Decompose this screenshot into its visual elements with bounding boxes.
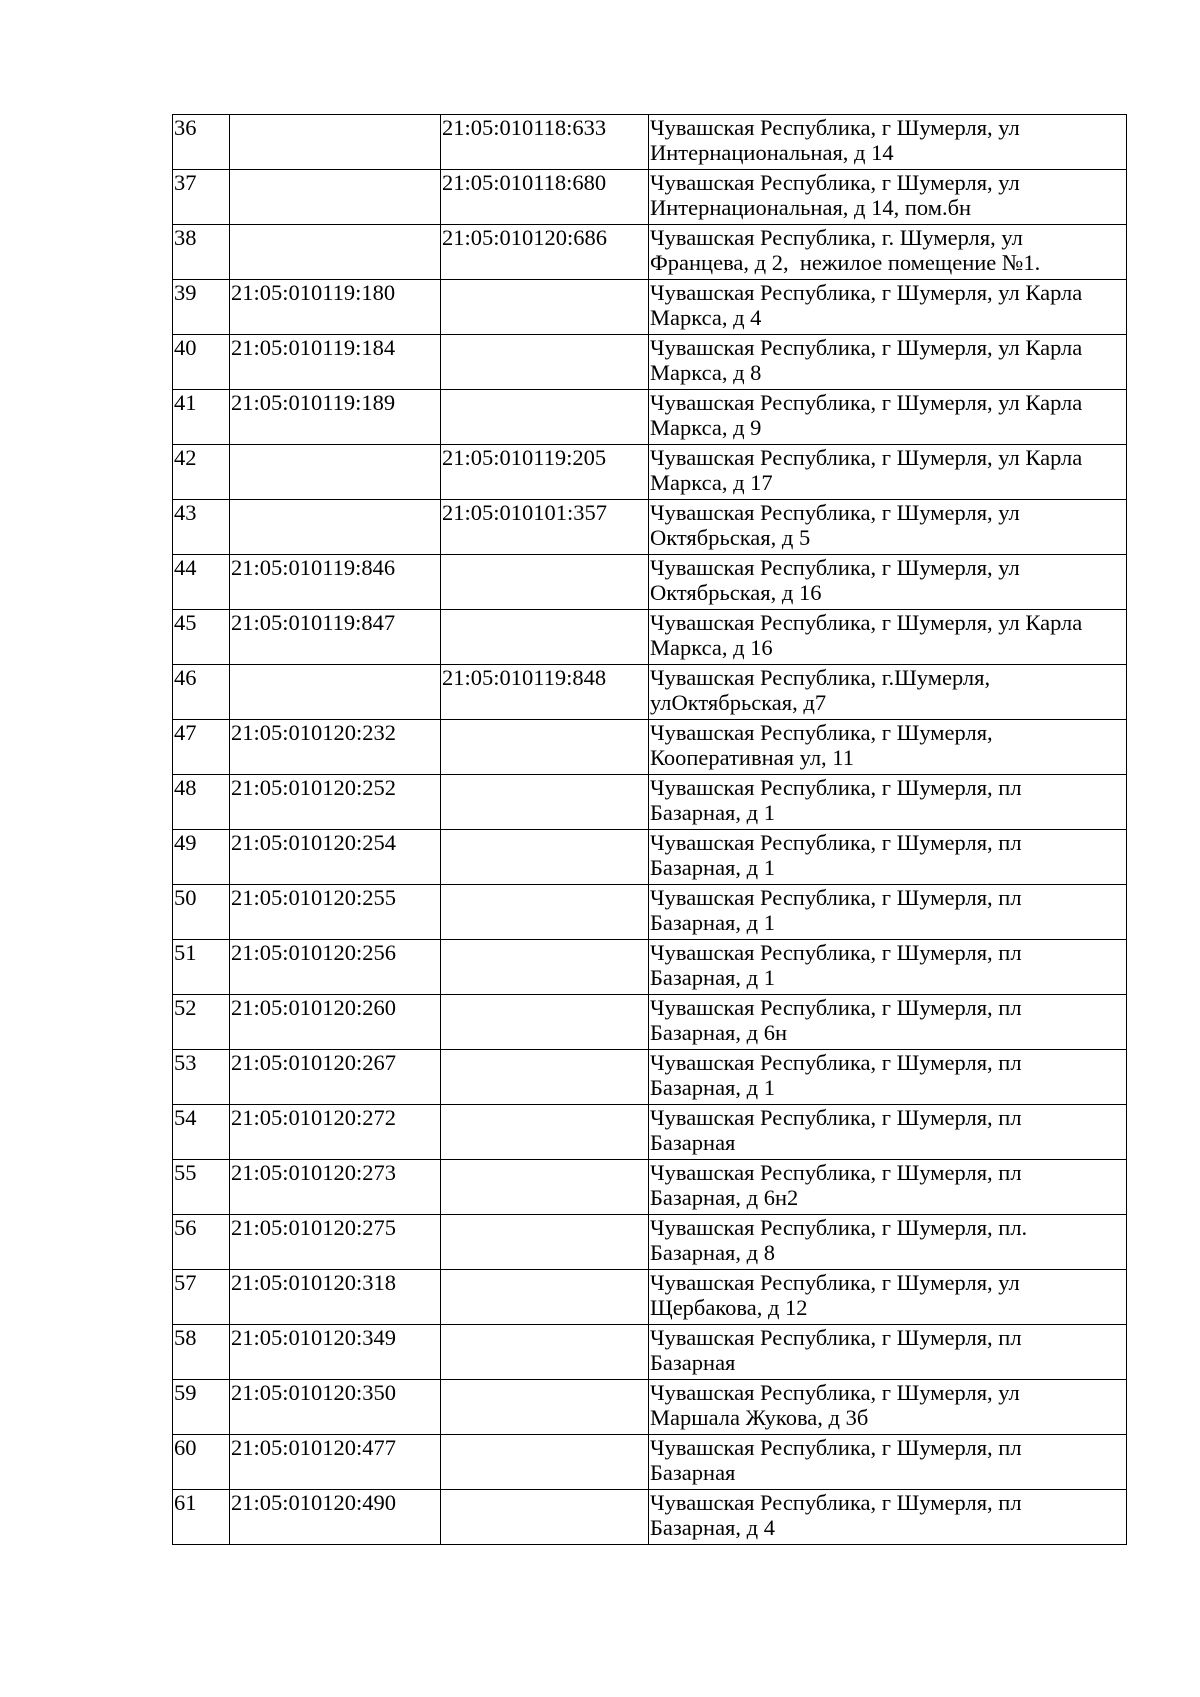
row-number-cell: 46 [173, 665, 230, 720]
building-cadastral-number-cell [441, 775, 649, 830]
land-cadastral-number-cell: 21:05:010120:255 [230, 885, 441, 940]
address-cell: Чувашская Республика, г Шумерля, ул Карла Маркса, д 16 [649, 610, 1127, 665]
row-number-cell: 54 [173, 1105, 230, 1160]
address-cell: Чувашская Республика, г Шумерля, пл Базарная, д 1 [649, 885, 1127, 940]
address-cell: Чувашская Республика, г Шумерля, пл Базарная, д 6н2 [649, 1160, 1127, 1215]
building-cadastral-number-cell [441, 1325, 649, 1380]
building-cadastral-number-cell [441, 390, 649, 445]
land-cadastral-number-cell: 21:05:010120:267 [230, 1050, 441, 1105]
building-cadastral-number-cell [441, 1270, 649, 1325]
row-number-cell: 57 [173, 1270, 230, 1325]
building-cadastral-number-cell: 21:05:010119:848 [441, 665, 649, 720]
building-cadastral-number-cell [441, 995, 649, 1050]
land-cadastral-number-cell: 21:05:010120:252 [230, 775, 441, 830]
building-cadastral-number-cell: 21:05:010119:205 [441, 445, 649, 500]
row-number-cell: 60 [173, 1435, 230, 1490]
table-row [173, 1105, 1127, 1160]
building-cadastral-number-cell: 21:05:010118:680 [441, 170, 649, 225]
table-row [173, 830, 1127, 885]
building-cadastral-number-cell [441, 555, 649, 610]
table-row [173, 940, 1127, 995]
property-table [172, 114, 1127, 1545]
land-cadastral-number-cell: 21:05:010119:180 [230, 280, 441, 335]
row-number-cell: 55 [173, 1160, 230, 1215]
address-cell: Чувашская Республика, г Шумерля, пл Базарная, д 1 [649, 775, 1127, 830]
address-cell: Чувашская Республика, г Шумерля, ул Интернациональная, д 14 [649, 115, 1127, 170]
table-row [173, 720, 1127, 775]
row-number-cell: 49 [173, 830, 230, 885]
address-cell: Чувашская Республика, г Шумерля, ул Карла Маркса, д 9 [649, 390, 1127, 445]
land-cadastral-number-cell [230, 225, 441, 280]
address-cell: Чувашская Республика, г Шумерля, ул Маршала Жукова, д 3б [649, 1380, 1127, 1435]
building-cadastral-number-cell [441, 1050, 649, 1105]
table-row [173, 335, 1127, 390]
address-cell: Чувашская Республика, г Шумерля, пл Базарная, д 4 [649, 1490, 1127, 1545]
table-row [173, 1490, 1127, 1545]
table-row [173, 500, 1127, 555]
land-cadastral-number-cell [230, 115, 441, 170]
land-cadastral-number-cell [230, 445, 441, 500]
address-cell: Чувашская Республика, г Шумерля, пл Базарная, д 6н [649, 995, 1127, 1050]
land-cadastral-number-cell: 21:05:010120:477 [230, 1435, 441, 1490]
row-number-cell: 45 [173, 610, 230, 665]
address-cell: Чувашская Республика, г Шумерля, ул Интернациональная, д 14, пом.бн [649, 170, 1127, 225]
row-number-cell: 51 [173, 940, 230, 995]
building-cadastral-number-cell [441, 280, 649, 335]
land-cadastral-number-cell: 21:05:010119:847 [230, 610, 441, 665]
row-number-cell: 38 [173, 225, 230, 280]
address-cell: Чувашская Республика, г. Шумерля, ул Францева, д 2, нежилое помещение №1. [649, 225, 1127, 280]
building-cadastral-number-cell [441, 1380, 649, 1435]
land-cadastral-number-cell: 21:05:010120:260 [230, 995, 441, 1050]
address-cell: Чувашская Республика, г Шумерля, Кооперативная ул, 11 [649, 720, 1127, 775]
land-cadastral-number-cell: 21:05:010120:254 [230, 830, 441, 885]
row-number-cell: 44 [173, 555, 230, 610]
building-cadastral-number-cell [441, 1160, 649, 1215]
land-cadastral-number-cell: 21:05:010120:256 [230, 940, 441, 995]
address-cell: Чувашская Республика, г.Шумерля, улОктябрьская, д7 [649, 665, 1127, 720]
land-cadastral-number-cell [230, 665, 441, 720]
row-number-cell: 41 [173, 390, 230, 445]
table-row [173, 445, 1127, 500]
land-cadastral-number-cell: 21:05:010120:490 [230, 1490, 441, 1545]
row-number-cell: 37 [173, 170, 230, 225]
table-row [173, 610, 1127, 665]
land-cadastral-number-cell: 21:05:010119:189 [230, 390, 441, 445]
building-cadastral-number-cell [441, 1490, 649, 1545]
row-number-cell: 48 [173, 775, 230, 830]
row-number-cell: 53 [173, 1050, 230, 1105]
address-cell: Чувашская Республика, г Шумерля, пл. Базарная, д 8 [649, 1215, 1127, 1270]
building-cadastral-number-cell: 21:05:010101:357 [441, 500, 649, 555]
address-cell: Чувашская Республика, г Шумерля, пл Базарная [649, 1105, 1127, 1160]
address-cell: Чувашская Республика, г Шумерля, ул Октябрьская, д 5 [649, 500, 1127, 555]
building-cadastral-number-cell [441, 1435, 649, 1490]
table-row [173, 170, 1127, 225]
building-cadastral-number-cell [441, 610, 649, 665]
address-cell: Чувашская Республика, г Шумерля, ул Октябрьская, д 16 [649, 555, 1127, 610]
land-cadastral-number-cell: 21:05:010120:272 [230, 1105, 441, 1160]
table-row [173, 995, 1127, 1050]
address-cell: Чувашская Республика, г Шумерля, ул Карла Маркса, д 8 [649, 335, 1127, 390]
building-cadastral-number-cell [441, 335, 649, 390]
table-row [173, 775, 1127, 830]
building-cadastral-number-cell [441, 830, 649, 885]
address-cell: Чувашская Республика, г Шумерля, пл Базарная [649, 1435, 1127, 1490]
land-cadastral-number-cell: 21:05:010120:349 [230, 1325, 441, 1380]
table-row [173, 1050, 1127, 1105]
address-cell: Чувашская Республика, г Шумерля, пл Базарная, д 1 [649, 830, 1127, 885]
land-cadastral-number-cell: 21:05:010120:273 [230, 1160, 441, 1215]
table-row [173, 665, 1127, 720]
row-number-cell: 40 [173, 335, 230, 390]
land-cadastral-number-cell [230, 500, 441, 555]
address-cell: Чувашская Республика, г Шумерля, ул Карла Маркса, д 17 [649, 445, 1127, 500]
building-cadastral-number-cell: 21:05:010118:633 [441, 115, 649, 170]
table-body [173, 115, 1127, 1545]
building-cadastral-number-cell [441, 720, 649, 775]
row-number-cell: 42 [173, 445, 230, 500]
table-row [173, 1435, 1127, 1490]
table-row [173, 280, 1127, 335]
table-row [173, 225, 1127, 280]
address-cell: Чувашская Республика, г Шумерля, пл Базарная [649, 1325, 1127, 1380]
land-cadastral-number-cell: 21:05:010120:350 [230, 1380, 441, 1435]
land-cadastral-number-cell [230, 170, 441, 225]
row-number-cell: 47 [173, 720, 230, 775]
table-row [173, 885, 1127, 940]
land-cadastral-number-cell: 21:05:010120:318 [230, 1270, 441, 1325]
table-row [173, 1160, 1127, 1215]
row-number-cell: 58 [173, 1325, 230, 1380]
table-row [173, 1325, 1127, 1380]
row-number-cell: 39 [173, 280, 230, 335]
address-cell: Чувашская Республика, г Шумерля, пл Базарная, д 1 [649, 940, 1127, 995]
row-number-cell: 59 [173, 1380, 230, 1435]
building-cadastral-number-cell [441, 940, 649, 995]
building-cadastral-number-cell [441, 1105, 649, 1160]
table-row [173, 1215, 1127, 1270]
table-row [173, 1380, 1127, 1435]
table-row [173, 555, 1127, 610]
row-number-cell: 61 [173, 1490, 230, 1545]
row-number-cell: 56 [173, 1215, 230, 1270]
building-cadastral-number-cell [441, 885, 649, 940]
land-cadastral-number-cell: 21:05:010120:275 [230, 1215, 441, 1270]
land-cadastral-number-cell: 21:05:010119:184 [230, 335, 441, 390]
row-number-cell: 50 [173, 885, 230, 940]
table-row [173, 390, 1127, 445]
table-row [173, 115, 1127, 170]
row-number-cell: 52 [173, 995, 230, 1050]
building-cadastral-number-cell [441, 1215, 649, 1270]
table-row [173, 1270, 1127, 1325]
address-cell: Чувашская Республика, г Шумерля, ул Карла Маркса, д 4 [649, 280, 1127, 335]
row-number-cell: 36 [173, 115, 230, 170]
row-number-cell: 43 [173, 500, 230, 555]
address-cell: Чувашская Республика, г Шумерля, ул Щербакова, д 12 [649, 1270, 1127, 1325]
land-cadastral-number-cell: 21:05:010119:846 [230, 555, 441, 610]
land-cadastral-number-cell: 21:05:010120:232 [230, 720, 441, 775]
address-cell: Чувашская Республика, г Шумерля, пл Базарная, д 1 [649, 1050, 1127, 1105]
building-cadastral-number-cell: 21:05:010120:686 [441, 225, 649, 280]
